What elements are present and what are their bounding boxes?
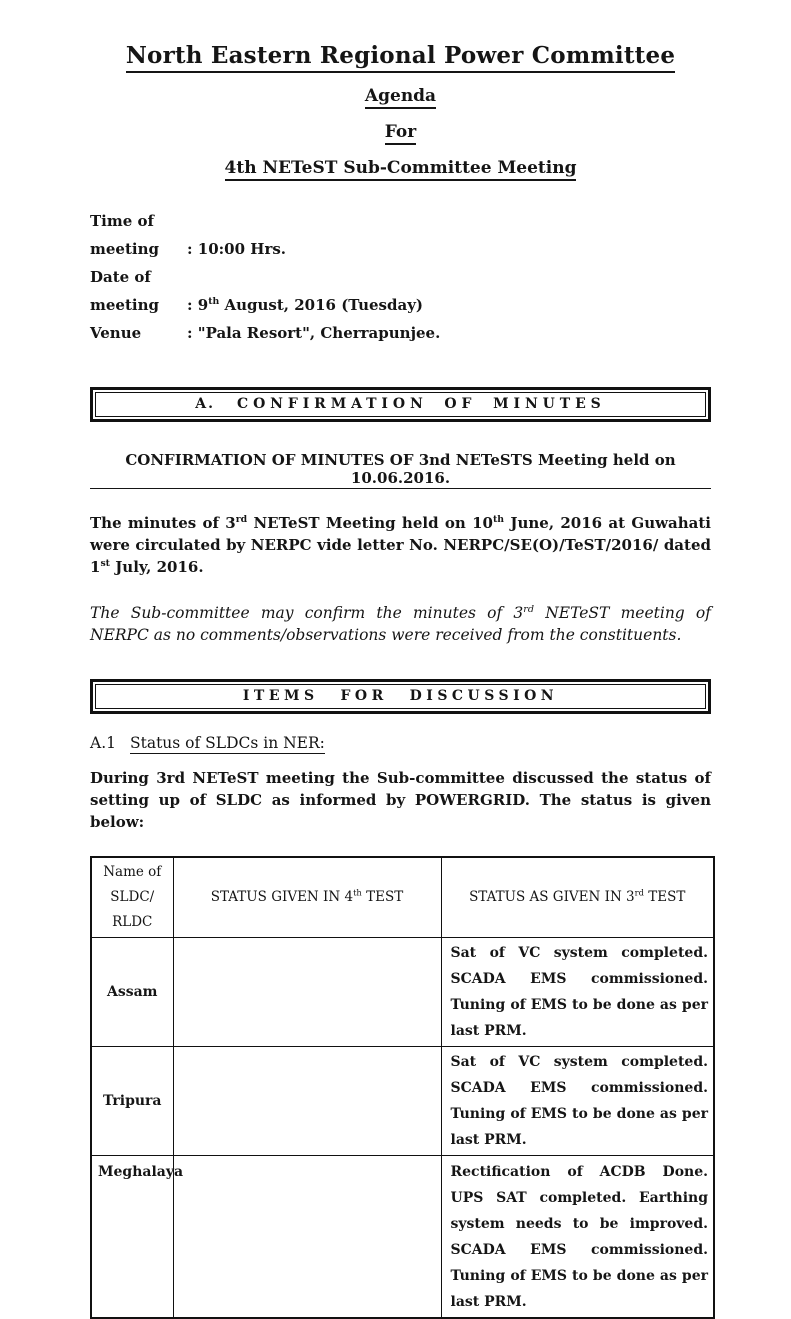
ordinal-superscript: rd	[523, 603, 535, 615]
meeting-date-value-post: August, 2016 (Tuesday)	[219, 296, 424, 314]
sldc-name-cell: Assam	[91, 938, 173, 1047]
subtitle-meeting-name: 4th NETeST Sub-Committee Meeting	[225, 158, 577, 181]
title-block	[90, 42, 711, 73]
meeting-info-block	[90, 207, 711, 347]
sldc-name-cell: Tripura	[91, 1047, 173, 1156]
status-4th-test-cell	[173, 1156, 441, 1319]
item-a1-heading-row	[90, 734, 711, 752]
meeting-venue-label: Venue	[90, 324, 142, 342]
paragraph-text: June, 2016 at Guwahati were circulated by NERPC vide letter No. NERPC/SE(O)/TeST/2016/ dated 1	[90, 514, 711, 576]
confirmation-heading-row	[90, 451, 711, 489]
items-for-discussion-box-inner	[95, 684, 706, 709]
item-a1-paragraph: During 3rd NETeST meeting the Sub-committee discussed the status of setting up of SLDC as informed by POWERGRID. The status is given below:	[90, 769, 711, 831]
table-row-tripura	[91, 1047, 714, 1156]
sldc-name-cell: Meghalaya	[91, 1156, 173, 1319]
header-text: STATUS AS GIVEN IN 3	[469, 889, 635, 905]
item-a1-heading: Status of SLDCs in NER:	[129, 734, 325, 752]
subcommittee-confirm-paragraph	[90, 602, 711, 646]
meeting-date-label: Date of meeting	[90, 268, 159, 314]
subtitle-agenda: Agenda	[365, 86, 436, 109]
paragraph-text: The Sub-committee may confirm the minutes of 3	[90, 604, 524, 622]
paragraph-text: NETeST Meeting held on 10	[247, 514, 493, 532]
header-text: TEST	[361, 889, 404, 905]
meeting-time-value: : 10:00 Hrs.	[187, 240, 287, 258]
minutes-circulation-paragraph	[90, 512, 711, 578]
meeting-date-value	[187, 296, 423, 314]
status-3rd-test-cell: Rectification of ACDB Done. UPS SAT completed. Earthing system needs to be improved. SCADA EMS commissioned. Tuning of EMS to be done as per last PRM.	[441, 1156, 714, 1319]
status-4th-test-cell	[173, 938, 441, 1047]
meeting-venue-value: : "Pala Resort", Cherrapunjee.	[187, 324, 441, 342]
ordinal-superscript: st	[100, 558, 110, 569]
section-a-header-box	[90, 387, 711, 422]
ordinal-superscript: th	[353, 887, 362, 898]
meeting-venue-row	[90, 319, 711, 347]
subtitle-row-agenda	[90, 86, 711, 109]
meeting-time-row	[90, 207, 711, 263]
document-title: North Eastern Regional Power Committee	[126, 42, 675, 73]
status-4th-test-cell	[173, 1047, 441, 1156]
ordinal-superscript: th	[493, 514, 505, 525]
header-text: STATUS GIVEN IN 4	[210, 889, 354, 905]
items-for-discussion-title: ITEMS FOR DISCUSSION	[242, 688, 559, 704]
paragraph-text: July, 2016.	[109, 558, 204, 576]
items-for-discussion-box	[90, 679, 711, 714]
subtitle-for: For	[385, 122, 416, 145]
meeting-time-label: Time of meeting	[90, 212, 159, 258]
subtitle-row-for	[90, 122, 711, 145]
meeting-date-value-pre: : 9	[187, 296, 209, 314]
sldc-status-table	[90, 856, 715, 1319]
table-row-assam	[91, 938, 714, 1047]
meeting-date-ordinal: th	[208, 296, 220, 307]
column-header-name-of-sldc: Name of SLDC/ RLDC	[91, 857, 173, 938]
section-a-title: CONFIRMATION OF MINUTES	[237, 396, 606, 412]
meeting-date-row	[90, 263, 711, 319]
section-a-letter: A.	[195, 396, 216, 412]
header-text: TEST	[644, 889, 686, 905]
item-a1-number: A.1	[90, 734, 116, 752]
subtitle-row-meeting-name	[90, 158, 711, 181]
paragraph-text: The minutes of 3	[90, 514, 236, 532]
status-3rd-test-cell: Sat of VC system completed. SCADA EMS commissioned. Tuning of EMS to be done as per last PRM.	[441, 1047, 714, 1156]
ordinal-superscript: rd	[235, 514, 248, 525]
table-row-meghalaya	[91, 1156, 714, 1319]
table-header-row	[91, 857, 714, 938]
ordinal-superscript: rd	[634, 887, 645, 898]
paragraph-text: NETeST meeting of NERPC as no comments/observations were received from the constituents.	[90, 604, 711, 644]
column-header-status-3rd-test	[441, 857, 714, 938]
status-3rd-test-cell: Sat of VC system completed. SCADA EMS commissioned. Tuning of EMS to be done as per last PRM.	[441, 938, 714, 1047]
section-a-header-box-inner	[95, 392, 706, 417]
confirmation-heading: CONFIRMATION OF MINUTES OF 3nd NETeSTS Meeting held on 10.06.2016.	[90, 451, 711, 489]
column-header-status-4th-test	[173, 857, 441, 938]
